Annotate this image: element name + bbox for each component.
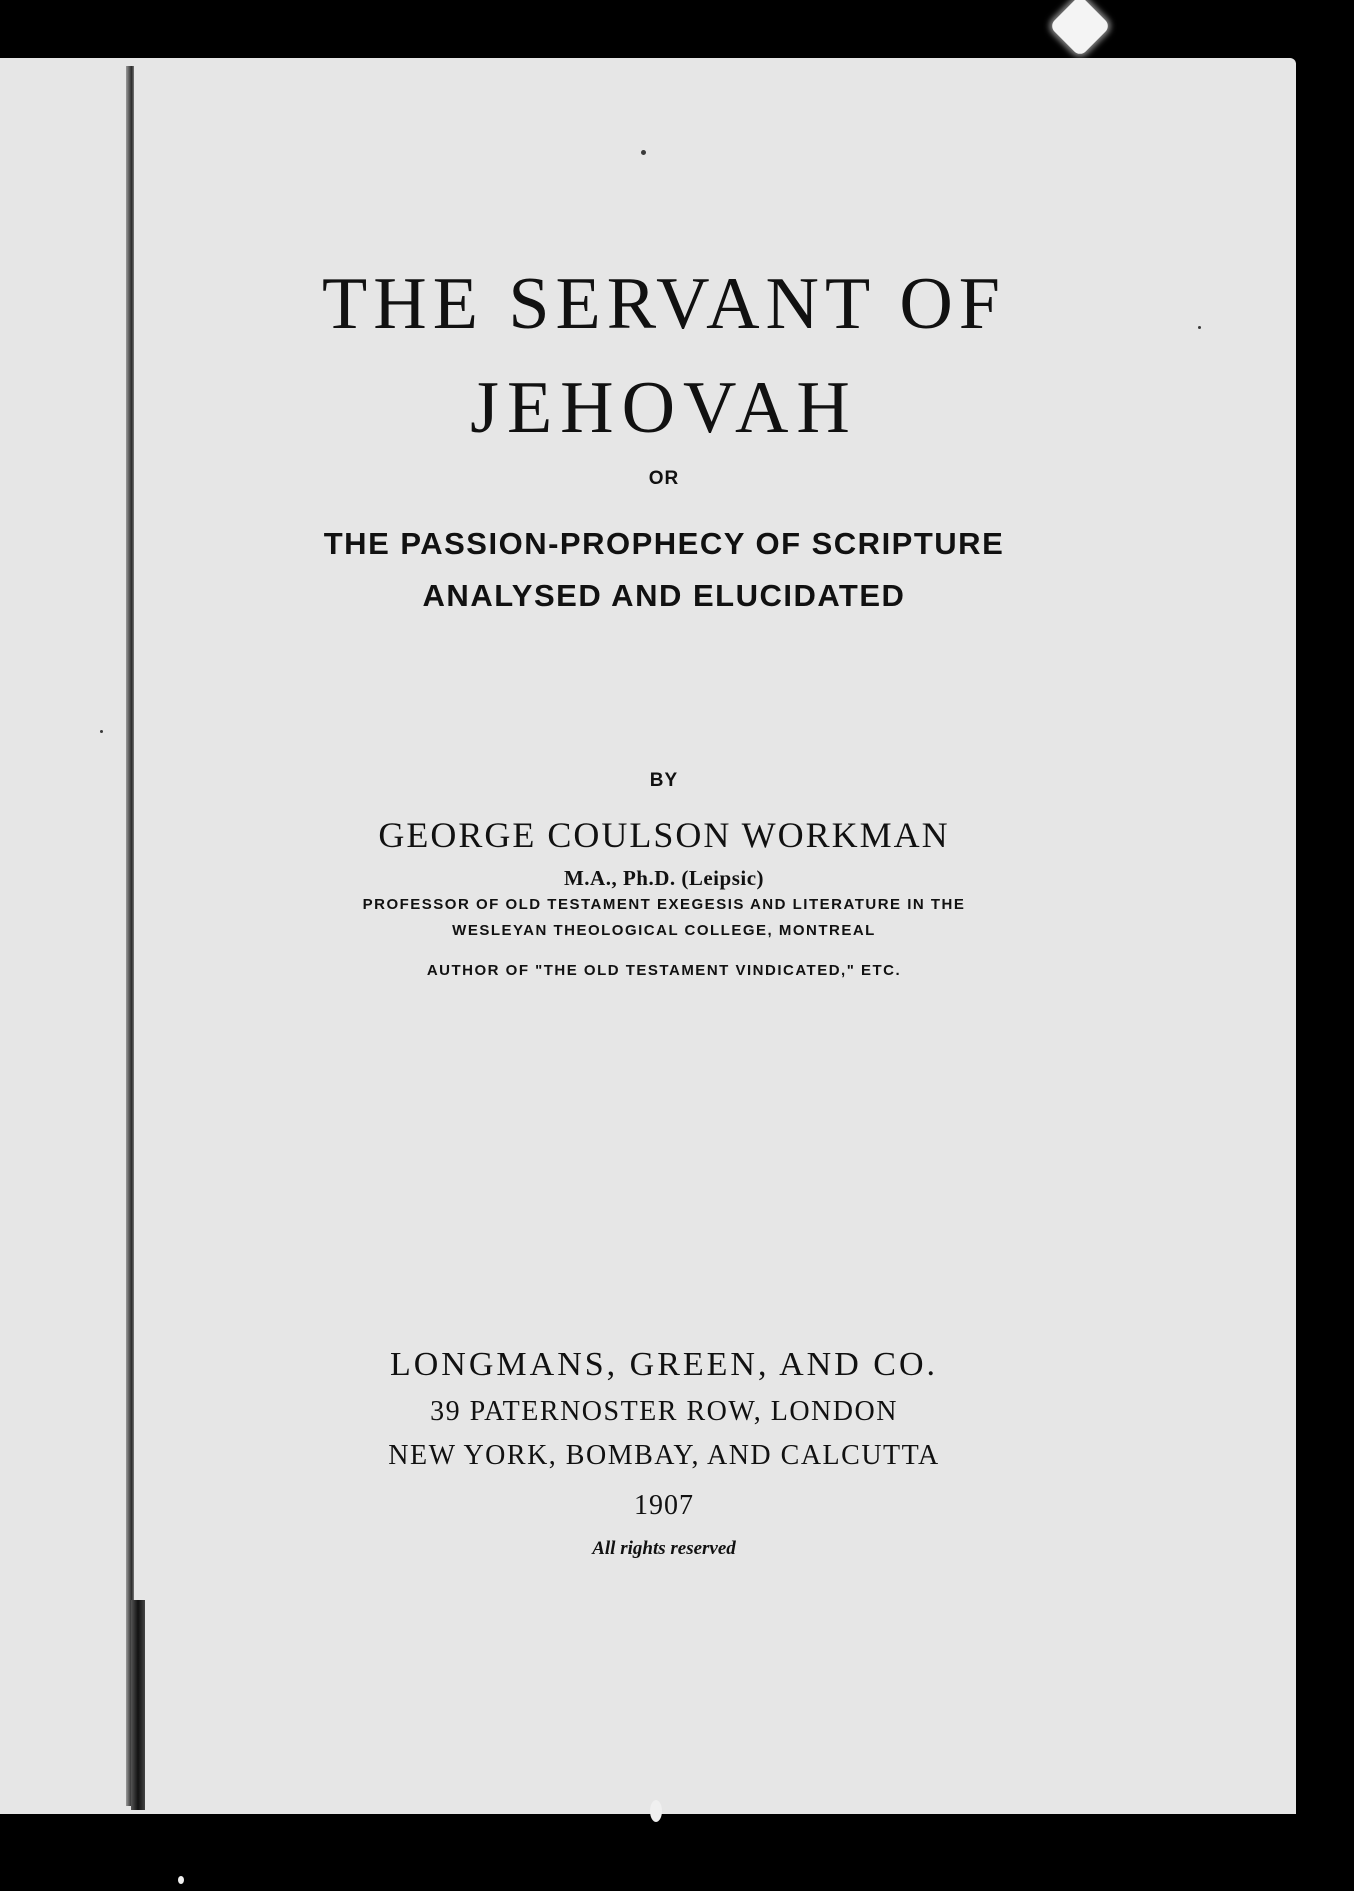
title-connector: OR <box>648 468 680 489</box>
subtitle-line2: ANALYSED AND ELUCIDATED <box>422 578 906 613</box>
rights-notice: All rights reserved <box>592 1538 736 1559</box>
book-spine-shadow <box>126 66 134 1806</box>
subtitle-line1: THE PASSION-PROPHECY OF SCRIPTURE <box>323 526 1005 561</box>
dust-speck <box>641 150 646 155</box>
book-spine-edge <box>131 1600 145 1810</box>
publisher-name: LONGMANS, GREEN, AND CO. <box>389 1346 939 1383</box>
dust-speck <box>100 730 103 733</box>
publication-year: 1907 <box>634 1490 694 1521</box>
book-title-line2: JEHOVAH <box>470 367 858 449</box>
book-title-line1: THE SERVANT OF <box>322 263 1006 345</box>
author-name: GEORGE COULSON WORKMAN <box>378 815 950 855</box>
publisher-address: 39 PATERNOSTER ROW, LONDON <box>430 1396 898 1427</box>
dust-speck <box>1198 326 1201 329</box>
light-glare <box>1049 0 1111 57</box>
light-speck <box>178 1876 184 1884</box>
author-position-line1: PROFESSOR OF OLD TESTAMENT EXEGESIS AND LITERATURE IN THE <box>362 896 966 913</box>
light-speck <box>650 1800 662 1822</box>
publisher-cities: NEW YORK, BOMBAY, AND CALCUTTA <box>388 1440 940 1471</box>
author-previous-work: AUTHOR OF "THE OLD TESTAMENT VINDICATED," ETC. <box>426 962 902 979</box>
by-label: BY <box>649 770 679 791</box>
author-position-line2: WESLEYAN THEOLOGICAL COLLEGE, MONTREAL <box>452 922 876 939</box>
author-degrees: M.A., Ph.D. (Leipsic) <box>563 866 765 890</box>
